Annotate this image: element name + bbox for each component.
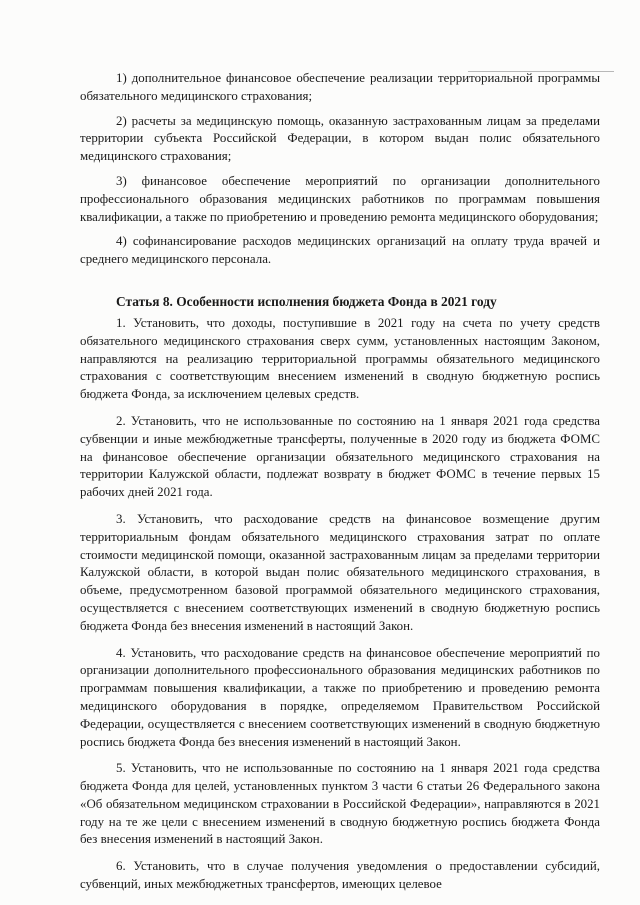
list-item: 2) расчеты за медицинскую помощь, оказанную застрахованным лицам за пределами территории субъекта Российской Федерации, в котором выдан полис обязательного медицинского страхования;: [80, 113, 600, 164]
article-body: [80, 315, 600, 894]
article-paragraph: 1. Установить, что доходы, поступившие в 2021 году на счета по учету средств обязательного медицинского страхования сверх сумм, установленных настоящим Законом, направляются на реализацию территориальной программы обязательного медицинского страхования с соответствующим внесением изменений в сводную бюджетную роспись бюджета Фонда, за исключением целевых средств.: [80, 315, 600, 402]
article-heading: Статья 8. Особенности исполнения бюджета Фонда в 2021 году: [116, 293, 497, 309]
article-list: [80, 70, 600, 269]
list-item: 4) софинансирование расходов медицинских организаций на оплату труда врачей и среднего медицинского персонала.: [80, 234, 600, 267]
document-body: [80, 70, 600, 903]
article-paragraph: 6. Установить, что в случае получения уведомления о предоставлении субсидий, субвенций, иных межбюджетных трансфертов, имеющих целевое: [80, 859, 600, 892]
article-paragraph: 5. Установить, что не использованные по состоянию на 1 января 2021 года средства бюджета Фонда для целей, установленных пунктом 3 части 6 статьи 26 Федерального закона «Об обязательном медицинском страховании в Российской Федерации», направляются в 2021 году на те же цели с внесением изменений в сводную бюджетную роспись бюджета Фонда без внесения изменений в настоящий Закон.: [80, 761, 600, 847]
list-item: 3) финансовое обеспечение мероприятий по организации дополнительного профессионального образования медицинских работников по программам повышения квалификации, а также по приобретению и проведению ремонта медицинского оборудования;: [80, 173, 600, 224]
article-paragraph: 4. Установить, что расходование средств на финансовое обеспечение мероприятий по организации дополнительного профессионального образования медицинских работников по программам повышения квалификации, а также по приобретению и проведению ремонта медицинского оборудования в порядке, определяемом Правительством Российской Федерации, осуществляется с внесением соответствующих изменений в сводную бюджетную роспись бюджета Фонда без внесения изменений в настоящий Закон.: [80, 645, 600, 749]
article-paragraph: 2. Установить, что не использованные по состоянию на 1 января 2021 года средства субвенции и иные межбюджетные трансферты, полученные в 2020 году из бюджета ФОМС на финансовое обеспечение организации обязательного медицинского страхования на территории Калужской области, подлежат возврату в бюджет ФОМС в течение первых 15 рабочих дней 2021 года.: [80, 413, 600, 500]
list-item: 1) дополнительное финансовое обеспечение реализации территориальной программы обязательного медицинского страхования;: [80, 71, 600, 103]
article-paragraph: 3. Установить, что расходование средств на финансовое возмещение другим территориальным фондам обязательного медицинского страхования затрат по оплате стоимости медицинской помощи, оказанной застрахованным лицам за пределами территории Калужской области, в которой выдан полис обязательного медицинского страхования, в объеме, предусмотренном базовой программой обязательного медицинского страхования, осуществляется с внесением соответствующих изменений в сводную бюджетную роспись бюджета Фонда без внесения изменений в настоящий Закон.: [80, 511, 600, 633]
